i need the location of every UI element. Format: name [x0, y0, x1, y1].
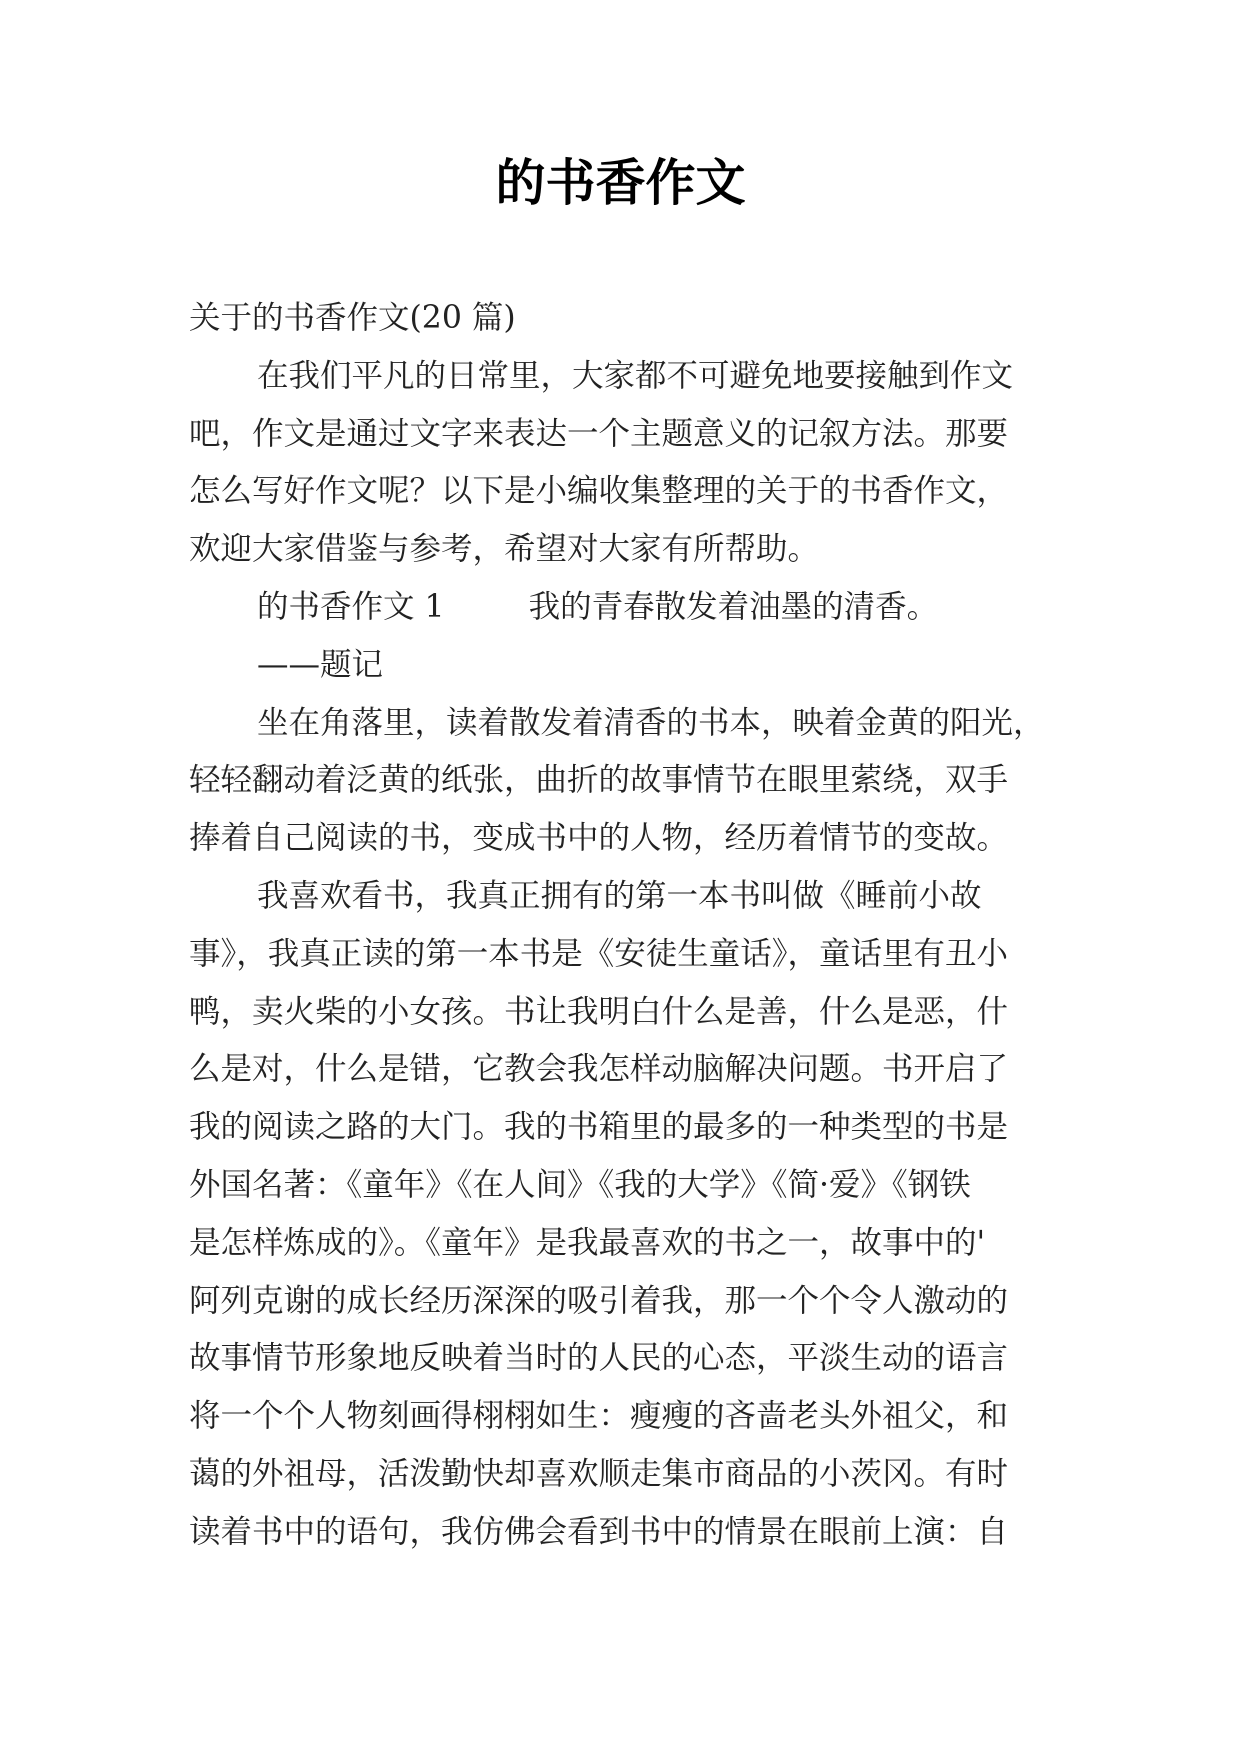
text-line — [189, 637, 1061, 695]
text-line — [189, 695, 1061, 753]
text-line — [189, 1157, 1061, 1215]
text-line — [189, 1273, 1061, 1331]
text-line-content: 捧着自己阅读的书，变成书中的人物，经历着情节的变故。 — [189, 820, 1009, 857]
text-line-content: 事》，我真正读的第一本书是《安徒生童话》，童话里有丑小 — [189, 935, 1009, 972]
text-line-content: 关于的书香作文(20 篇) — [189, 300, 516, 336]
text-line — [189, 348, 1061, 406]
text-line-content: 我喜欢看书，我真正拥有的第一本书叫做《睡前小故 — [257, 877, 982, 914]
text-line-content: 读着书中的语句，我仿佛会看到书中的情景在眼前上演：自 — [189, 1513, 1009, 1550]
text-line — [189, 752, 1061, 810]
text-line — [189, 1099, 1061, 1157]
text-line-content: 阿列克谢的成长经历深深的吸引着我，那一个个令人激动的 — [189, 1282, 1009, 1319]
document-title: 的书香作文 — [495, 153, 746, 212]
text-line — [189, 1446, 1061, 1504]
text-line-content: 么是对，什么是错，它教会我怎样动脑解决问题。书开启了 — [189, 1051, 1009, 1088]
text-line-content: 故事情节形象地反映着当时的人民的心态，平淡生动的语言 — [189, 1340, 1009, 1377]
text-line — [189, 290, 1061, 348]
text-line-content: 坐在角落里，读着散发着清香的书本，映着金黄的阳光， — [257, 704, 1045, 741]
text-line-content: 是怎样炼成的》。《童年》是我最喜欢的书之一，故事中的' — [189, 1224, 986, 1261]
text-line-content: 鸭，卖火柴的小女孩。书让我明白什么是善，什么是恶，什 — [189, 993, 1009, 1030]
text-line-content: 蔼的外祖母，活泼勤快却喜欢顺走集市商品的小茨冈。有时 — [189, 1455, 1009, 1492]
text-line — [189, 1215, 1061, 1273]
text-line — [189, 1388, 1061, 1446]
text-line — [189, 521, 1061, 579]
text-line-content: 欢迎大家借鉴与参考，希望对大家有所帮助。 — [189, 531, 820, 568]
text-line — [189, 1041, 1061, 1099]
text-line-content: 将一个个人物刻画得栩栩如生：瘦瘦的吝啬老头外祖父，和 — [189, 1398, 1009, 1435]
text-line — [189, 463, 1061, 521]
text-line-content: 的书香作文 1 — [257, 588, 445, 625]
text-line-content: 我的阅读之路的大门。我的书箱里的最多的一种类型的书是 — [189, 1109, 1009, 1146]
text-line — [189, 579, 1061, 637]
document-body — [189, 290, 1061, 1562]
text-line — [189, 868, 1061, 926]
text-line-content: 怎么写好作文呢？以下是小编收集整理的关于的书香作文， — [189, 473, 1009, 510]
text-line-content: 在我们平凡的日常里，大家都不可避免地要接触到作文 — [257, 357, 1014, 394]
text-line — [189, 984, 1061, 1042]
text-line — [189, 406, 1061, 464]
text-line — [189, 926, 1061, 984]
text-line-content: ——题记 — [257, 646, 384, 683]
text-line-content: 轻轻翻动着泛黄的纸张，曲折的故事情节在眼里萦绕，双手 — [189, 762, 1009, 799]
text-line — [189, 1330, 1061, 1388]
text-line — [189, 810, 1061, 868]
text-line-tail: 我的青春散发着油墨的清香。 — [528, 588, 939, 625]
text-line-content: 吧，作文是通过文字来表达一个主题意义的记叙方法。那要 — [189, 415, 1009, 452]
text-line-content: 外国名著：《童年》《在人间》《我的大学》《简·爱》《钢铁 — [189, 1166, 971, 1203]
text-line — [189, 1504, 1061, 1562]
